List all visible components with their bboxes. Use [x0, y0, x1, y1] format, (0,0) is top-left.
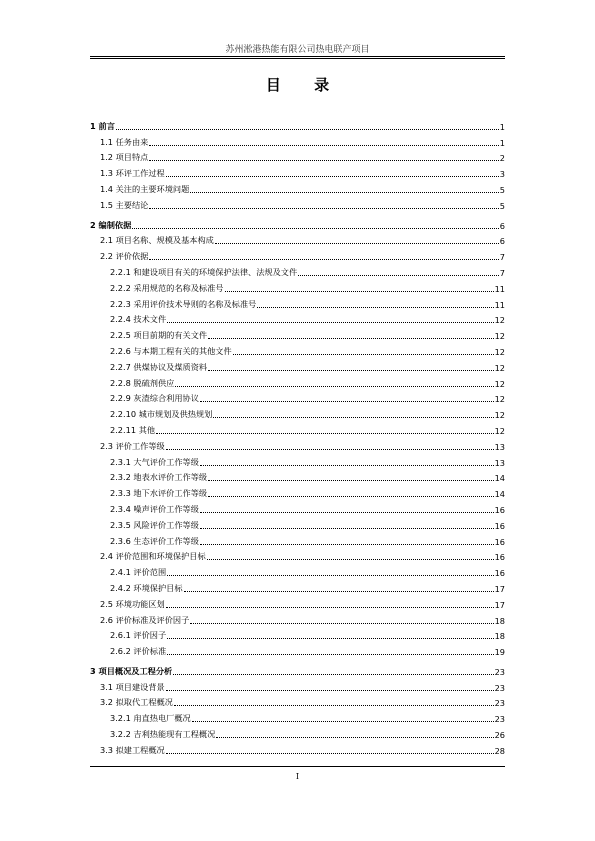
toc-leader-dots — [207, 558, 494, 560]
toc-entry[interactable] — [90, 132, 505, 148]
toc-entry-label: 2.3 评价工作等级 — [100, 440, 165, 451]
toc-entry-label: 1.5 主要结论 — [100, 199, 149, 210]
toc-leader-dots — [200, 464, 494, 466]
toc-entry-label: 2.2.8 脱硫剂供应 — [110, 377, 175, 388]
toc-entry-page: 12 — [494, 346, 505, 357]
toc-leader-dots — [200, 543, 494, 545]
toc-entry-page: 17 — [494, 583, 505, 594]
toc-entry-label: 2.3.1 大气评价工作等级 — [110, 456, 199, 467]
toc-entry[interactable] — [90, 626, 505, 642]
toc-entry[interactable] — [90, 578, 505, 594]
toc-entry[interactable] — [90, 294, 505, 310]
toc-leader-dots — [166, 752, 494, 754]
toc-leader-dots — [233, 353, 494, 355]
toc-entry-page: 16 — [494, 504, 505, 515]
toc-entry[interactable] — [90, 420, 505, 436]
toc-entry[interactable] — [90, 499, 505, 515]
toc-entry-page: 16 — [494, 520, 505, 531]
toc-entry-label: 2.6 评价标准及评价因子 — [100, 614, 190, 625]
toc-entry[interactable] — [90, 547, 505, 563]
toc-leader-dots — [184, 590, 494, 592]
toc-entry[interactable] — [90, 661, 505, 677]
toc-entry-label: 2.2.1 和建设项目有关的环境保护法律、法规及文件 — [110, 266, 298, 277]
toc-leader-dots — [190, 191, 498, 193]
toc-leader-dots — [149, 144, 498, 146]
toc-leader-dots — [166, 175, 499, 177]
toc-entry[interactable] — [90, 389, 505, 405]
toc-entry-page: 1 — [499, 121, 505, 132]
toc-entry[interactable] — [90, 195, 505, 211]
toc-entry-page: 23 — [494, 698, 505, 709]
toc-entry-label: 2 编制依据 — [90, 219, 132, 230]
page-title: 目 录 — [265, 76, 344, 94]
toc-entry-label: 2.2.3 采用评价技术导则的名称及标准号 — [110, 298, 257, 309]
toc-entry-page: 23 — [494, 666, 505, 677]
toc-leader-dots — [200, 511, 494, 513]
toc-leader-dots — [149, 159, 498, 161]
toc-entry[interactable] — [90, 325, 505, 341]
toc-entry-label: 2.1 项目名称、规模及基本构成 — [100, 235, 214, 246]
table-of-contents — [90, 112, 505, 756]
toc-leader-dots — [149, 207, 498, 209]
toc-entry-page: 5 — [499, 200, 505, 211]
toc-entry-page: 12 — [494, 425, 505, 436]
toc-leader-dots — [208, 479, 493, 481]
toc-leader-dots — [200, 527, 494, 529]
toc-entry-label: 2.4 评价范围和环境保护目标 — [100, 551, 206, 562]
toc-entry[interactable] — [90, 468, 505, 484]
toc-entry[interactable] — [90, 740, 505, 756]
toc-entry-page: 12 — [494, 378, 505, 389]
toc-entry-page: 2 — [499, 153, 505, 164]
toc-entry-page: 18 — [494, 631, 505, 642]
toc-entry[interactable] — [90, 708, 505, 724]
toc-entry[interactable] — [90, 610, 505, 626]
toc-entry[interactable] — [90, 215, 505, 231]
header-rule-secondary — [90, 58, 505, 59]
toc-entry-page: 12 — [494, 331, 505, 342]
toc-entry[interactable] — [90, 594, 505, 610]
toc-entry[interactable] — [90, 373, 505, 389]
toc-leader-dots — [175, 385, 493, 387]
toc-entry-label: 1.4 关注的主要环境问题 — [100, 183, 190, 194]
toc-leader-dots — [174, 704, 494, 706]
toc-entry-page: 5 — [499, 184, 505, 195]
toc-entry-label: 2.3.5 风险评价工作等级 — [110, 519, 199, 530]
toc-entry-label: 2.6.1 评价因子 — [110, 630, 167, 641]
toc-entry-label: 2.3.6 生态评价工作等级 — [110, 535, 199, 546]
toc-entry-label: 2.5 环境功能区划 — [100, 598, 165, 609]
toc-leader-dots — [192, 720, 494, 722]
toc-leader-dots — [167, 321, 493, 323]
toc-entry-page: 16 — [494, 568, 505, 579]
toc-leader-dots — [166, 606, 494, 608]
toc-entry-page: 19 — [494, 647, 505, 658]
toc-leader-dots — [132, 227, 498, 229]
toc-entry[interactable] — [90, 357, 505, 373]
toc-entry-label: 2.2.7 供煤协议及煤质资料 — [110, 361, 208, 372]
toc-entry[interactable] — [90, 163, 505, 179]
toc-entry-label: 2.2.9 灰渣综合利用协议 — [110, 393, 199, 404]
toc-entry-page: 13 — [494, 441, 505, 452]
toc-leader-dots — [215, 242, 499, 244]
toc-entry-label: 2.2.4 技术文件 — [110, 314, 167, 325]
toc-entry-page: 11 — [494, 299, 505, 310]
toc-entry[interactable] — [90, 341, 505, 357]
toc-entry[interactable] — [90, 404, 505, 420]
toc-entry-page: 12 — [494, 394, 505, 405]
toc-entry-label: 3.2 拟取代工程概况 — [100, 697, 173, 708]
toc-entry-page: 23 — [494, 682, 505, 693]
toc-leader-dots — [190, 622, 493, 624]
toc-entry[interactable] — [90, 531, 505, 547]
toc-entry-label: 2.6.2 评价标准 — [110, 646, 167, 657]
toc-entry-label: 3.3 拟建工程概况 — [100, 744, 165, 755]
toc-entry[interactable] — [90, 483, 505, 499]
toc-entry-page: 1 — [499, 137, 505, 148]
toc-entry-label: 2.2.2 采用规范的名称及标准号 — [110, 282, 224, 293]
toc-entry[interactable] — [90, 310, 505, 326]
toc-entry[interactable] — [90, 515, 505, 531]
toc-entry[interactable] — [90, 677, 505, 693]
toc-leader-dots — [208, 369, 493, 371]
toc-entry-label: 2.2.11 其他 — [110, 424, 156, 435]
toc-entry[interactable] — [90, 562, 505, 578]
toc-leader-dots — [216, 736, 493, 738]
toc-entry[interactable] — [90, 116, 505, 132]
toc-entry[interactable] — [90, 179, 505, 195]
toc-entry-page: 12 — [494, 362, 505, 373]
toc-entry-label: 2.3.4 噪声评价工作等级 — [110, 503, 199, 514]
toc-entry[interactable] — [90, 231, 505, 247]
toc-leader-dots — [167, 637, 493, 639]
toc-entry-page: 23 — [494, 714, 505, 725]
toc-entry-label: 1.1 任务由来 — [100, 136, 149, 147]
toc-entry[interactable] — [90, 246, 505, 262]
toc-entry-label: 1 前言 — [90, 120, 115, 131]
toc-leader-dots — [200, 400, 494, 402]
toc-entry-label: 2.2.5 项目前期的有关文件 — [110, 330, 208, 341]
toc-entry-label: 1.2 项目特点 — [100, 152, 149, 163]
toc-entry-label: 2.4.2 环境保护目标 — [110, 582, 183, 593]
toc-leader-dots — [167, 653, 493, 655]
toc-entry[interactable] — [90, 693, 505, 709]
toc-leader-dots — [208, 495, 493, 497]
toc-entry-page: 18 — [494, 615, 505, 626]
toc-entry-label: 2.3.2 地表水评价工作等级 — [110, 472, 208, 483]
toc-entry-page: 6 — [499, 236, 505, 247]
footer-rule — [90, 766, 505, 767]
toc-entry-page: 7 — [499, 252, 505, 263]
toc-leader-dots — [208, 337, 493, 339]
toc-entry-label: 3 项目概况及工程分析 — [90, 665, 173, 676]
toc-entry-page: 7 — [499, 267, 505, 278]
toc-entry-page: 26 — [494, 730, 505, 741]
header-rule — [90, 56, 505, 57]
toc-entry-page: 12 — [494, 410, 505, 421]
toc-leader-dots — [298, 274, 499, 276]
toc-entry-page: 14 — [494, 489, 505, 500]
toc-entry[interactable] — [90, 278, 505, 294]
toc-leader-dots — [156, 432, 494, 434]
toc-entry[interactable] — [90, 436, 505, 452]
toc-entry-page: 6 — [499, 220, 505, 231]
toc-entry-label: 2.3.3 地下水评价工作等级 — [110, 488, 208, 499]
toc-entry-page: 14 — [494, 473, 505, 484]
toc-entry-page: 17 — [494, 599, 505, 610]
toc-entry-page: 28 — [494, 745, 505, 756]
toc-leader-dots — [166, 689, 494, 691]
toc-entry-label: 3.1 项目建设背景 — [100, 681, 165, 692]
toc-entry-label: 3.2.2 吉利热能现有工程概况 — [110, 729, 216, 740]
toc-entry-page: 11 — [494, 283, 505, 294]
toc-entry[interactable] — [90, 452, 505, 468]
toc-leader-dots — [167, 574, 493, 576]
toc-entry[interactable] — [90, 262, 505, 278]
page-header: 苏州淞港热能有限公司热电联产项目 — [225, 45, 370, 55]
toc-entry-page: 16 — [494, 552, 505, 563]
toc-entry-page: 12 — [494, 315, 505, 326]
toc-entry-label: 2.2.6 与本期工程有关的其他文件 — [110, 345, 232, 356]
toc-leader-dots — [149, 258, 498, 260]
toc-entry-label: 2.2 评价依据 — [100, 251, 149, 262]
toc-leader-dots — [173, 673, 493, 675]
toc-entry-label: 2.4.1 评价范围 — [110, 567, 167, 578]
toc-entry-page: 13 — [494, 457, 505, 468]
toc-entry-page: 3 — [499, 169, 505, 180]
page-number: I — [295, 772, 300, 781]
toc-leader-dots — [225, 290, 494, 292]
toc-entry[interactable] — [90, 148, 505, 164]
toc-leader-dots — [257, 306, 493, 308]
toc-entry[interactable] — [90, 641, 505, 657]
toc-entry-label: 3.2.1 甪直热电厂概况 — [110, 713, 191, 724]
toc-leader-dots — [116, 128, 499, 130]
toc-entry-label: 2.2.10 城市规划及供热规划 — [110, 409, 213, 420]
toc-entry-label: 1.3 环评工作过程 — [100, 168, 165, 179]
toc-entry-page: 16 — [494, 536, 505, 547]
toc-leader-dots — [166, 448, 494, 450]
toc-entry[interactable] — [90, 724, 505, 740]
toc-leader-dots — [213, 416, 493, 418]
